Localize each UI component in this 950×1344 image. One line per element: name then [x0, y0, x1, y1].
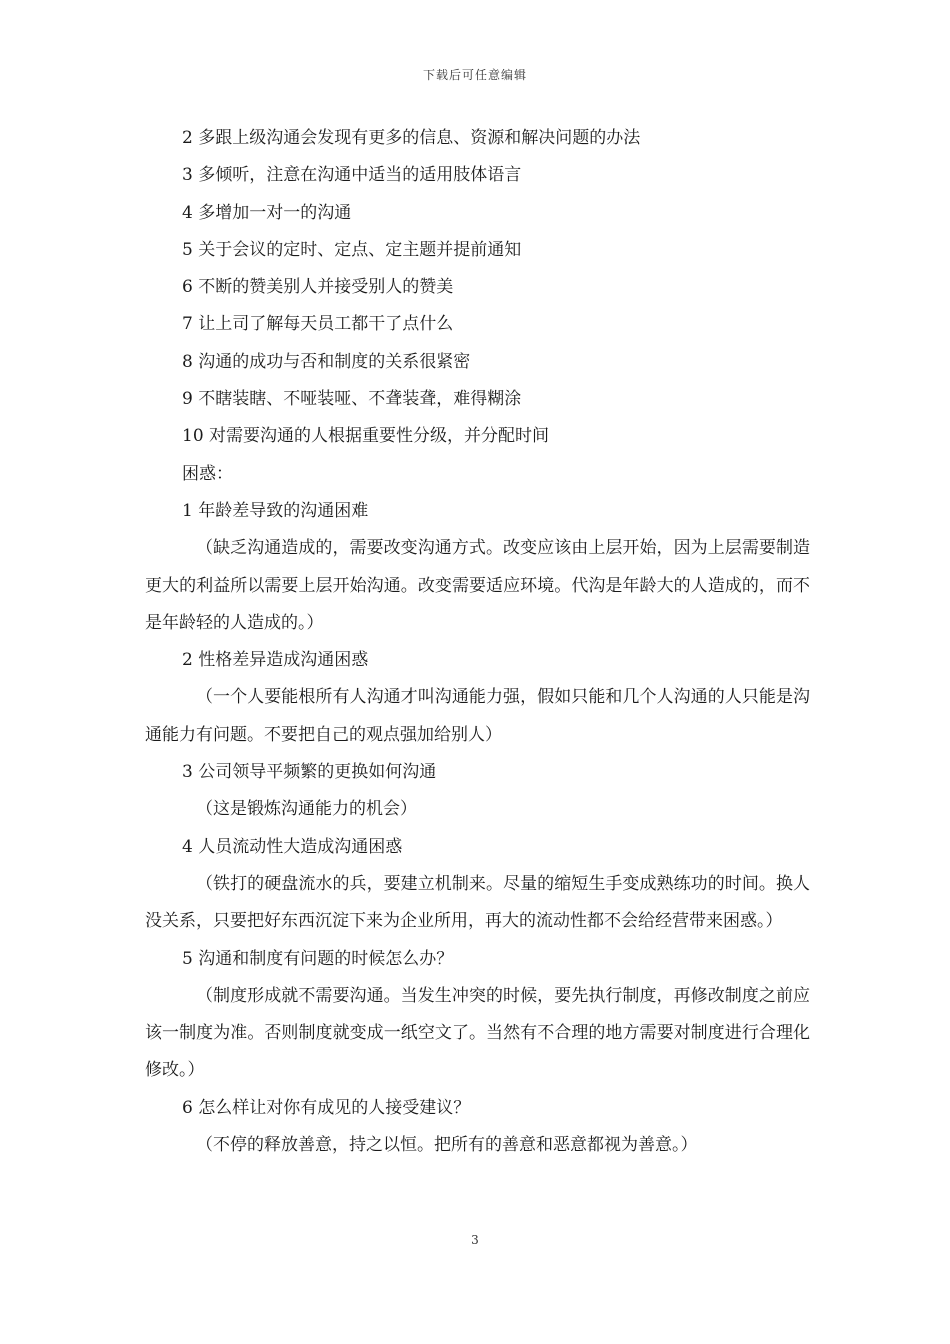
answer-paragraph: （不停的释放善意，持之以恒。把所有的善意和恶意都视为善意。）	[196, 1135, 698, 1156]
list-item: 2 多跟上级沟通会发现有更多的信息、资源和解决问题的办法	[182, 128, 641, 148]
list-item: 4 多增加一对一的沟通	[182, 202, 352, 223]
page-header: 下载后可任意编辑	[422, 68, 527, 82]
question-item: 6 怎么样让对你有成见的人接受建议？	[182, 1097, 471, 1118]
answer-paragraph: （铁打的硬盘流水的兵，要建立机制来。尽量的缩短生手变成熟练功的时间。换人没关系，只要把好东西沉淀下来为企业所用，再大的流动性都不会给经营带来困惑。）	[145, 873, 810, 932]
list-item: 6 不断的赞美别人并接受别人的赞美	[182, 277, 454, 298]
answer-paragraph: （制度形成就不需要沟通。当发生冲突的时候，要先执行制度，再修改制度之前应该一制度为准。否则制度就变成一纸空文了。当然有不合理的地方需要对制度进行合理化修改。）	[145, 985, 810, 1081]
question-item: 3 公司领导平频繁的更换如何沟通	[182, 762, 437, 783]
list-item: 3 多倾听，注意在沟通中适当的适用肢体语言	[182, 165, 522, 186]
list-item: 7 让上司了解每天员工都干了点什么	[182, 314, 454, 335]
answer-paragraph: （一个人要能根所有人沟通才叫沟通能力强，假如只能和几个人沟通的人只能是沟通能力有问题。不要把自己的观点强加给别人）	[145, 687, 810, 745]
document-body	[145, 120, 810, 1164]
page-number: 3	[471, 1233, 479, 1247]
question-item: 1 年龄差导致的沟通困难	[182, 500, 369, 521]
answer-paragraph: （这是锻炼沟通能力的机会）	[196, 799, 417, 820]
list-item: 8 沟通的成功与否和制度的关系很紧密	[182, 351, 471, 372]
question-item: 5 沟通和制度有问题的时候怎么办？	[182, 948, 454, 969]
section-heading: 困惑：	[182, 463, 233, 484]
question-item: 2 性格差异造成沟通困惑	[182, 650, 369, 671]
list-item: 5 关于会议的定时、定点、定主题并提前通知	[182, 239, 522, 260]
answer-paragraph: （缺乏沟通造成的，需要改变沟通方式。改变应该由上层开始，因为上层需要制造更大的利益所以需要上层开始沟通。改变需要适应环境。代沟是年龄大的人造成的，而不是年龄轻的人造成的。）	[145, 538, 810, 633]
question-item: 4 人员流动性大造成沟通困惑	[182, 836, 403, 857]
list-item: 10 对需要沟通的人根据重要性分级，并分配时间	[182, 426, 550, 447]
list-item: 9 不瞎装瞎、不哑装哑、不聋装聋，难得糊涂	[182, 389, 522, 410]
